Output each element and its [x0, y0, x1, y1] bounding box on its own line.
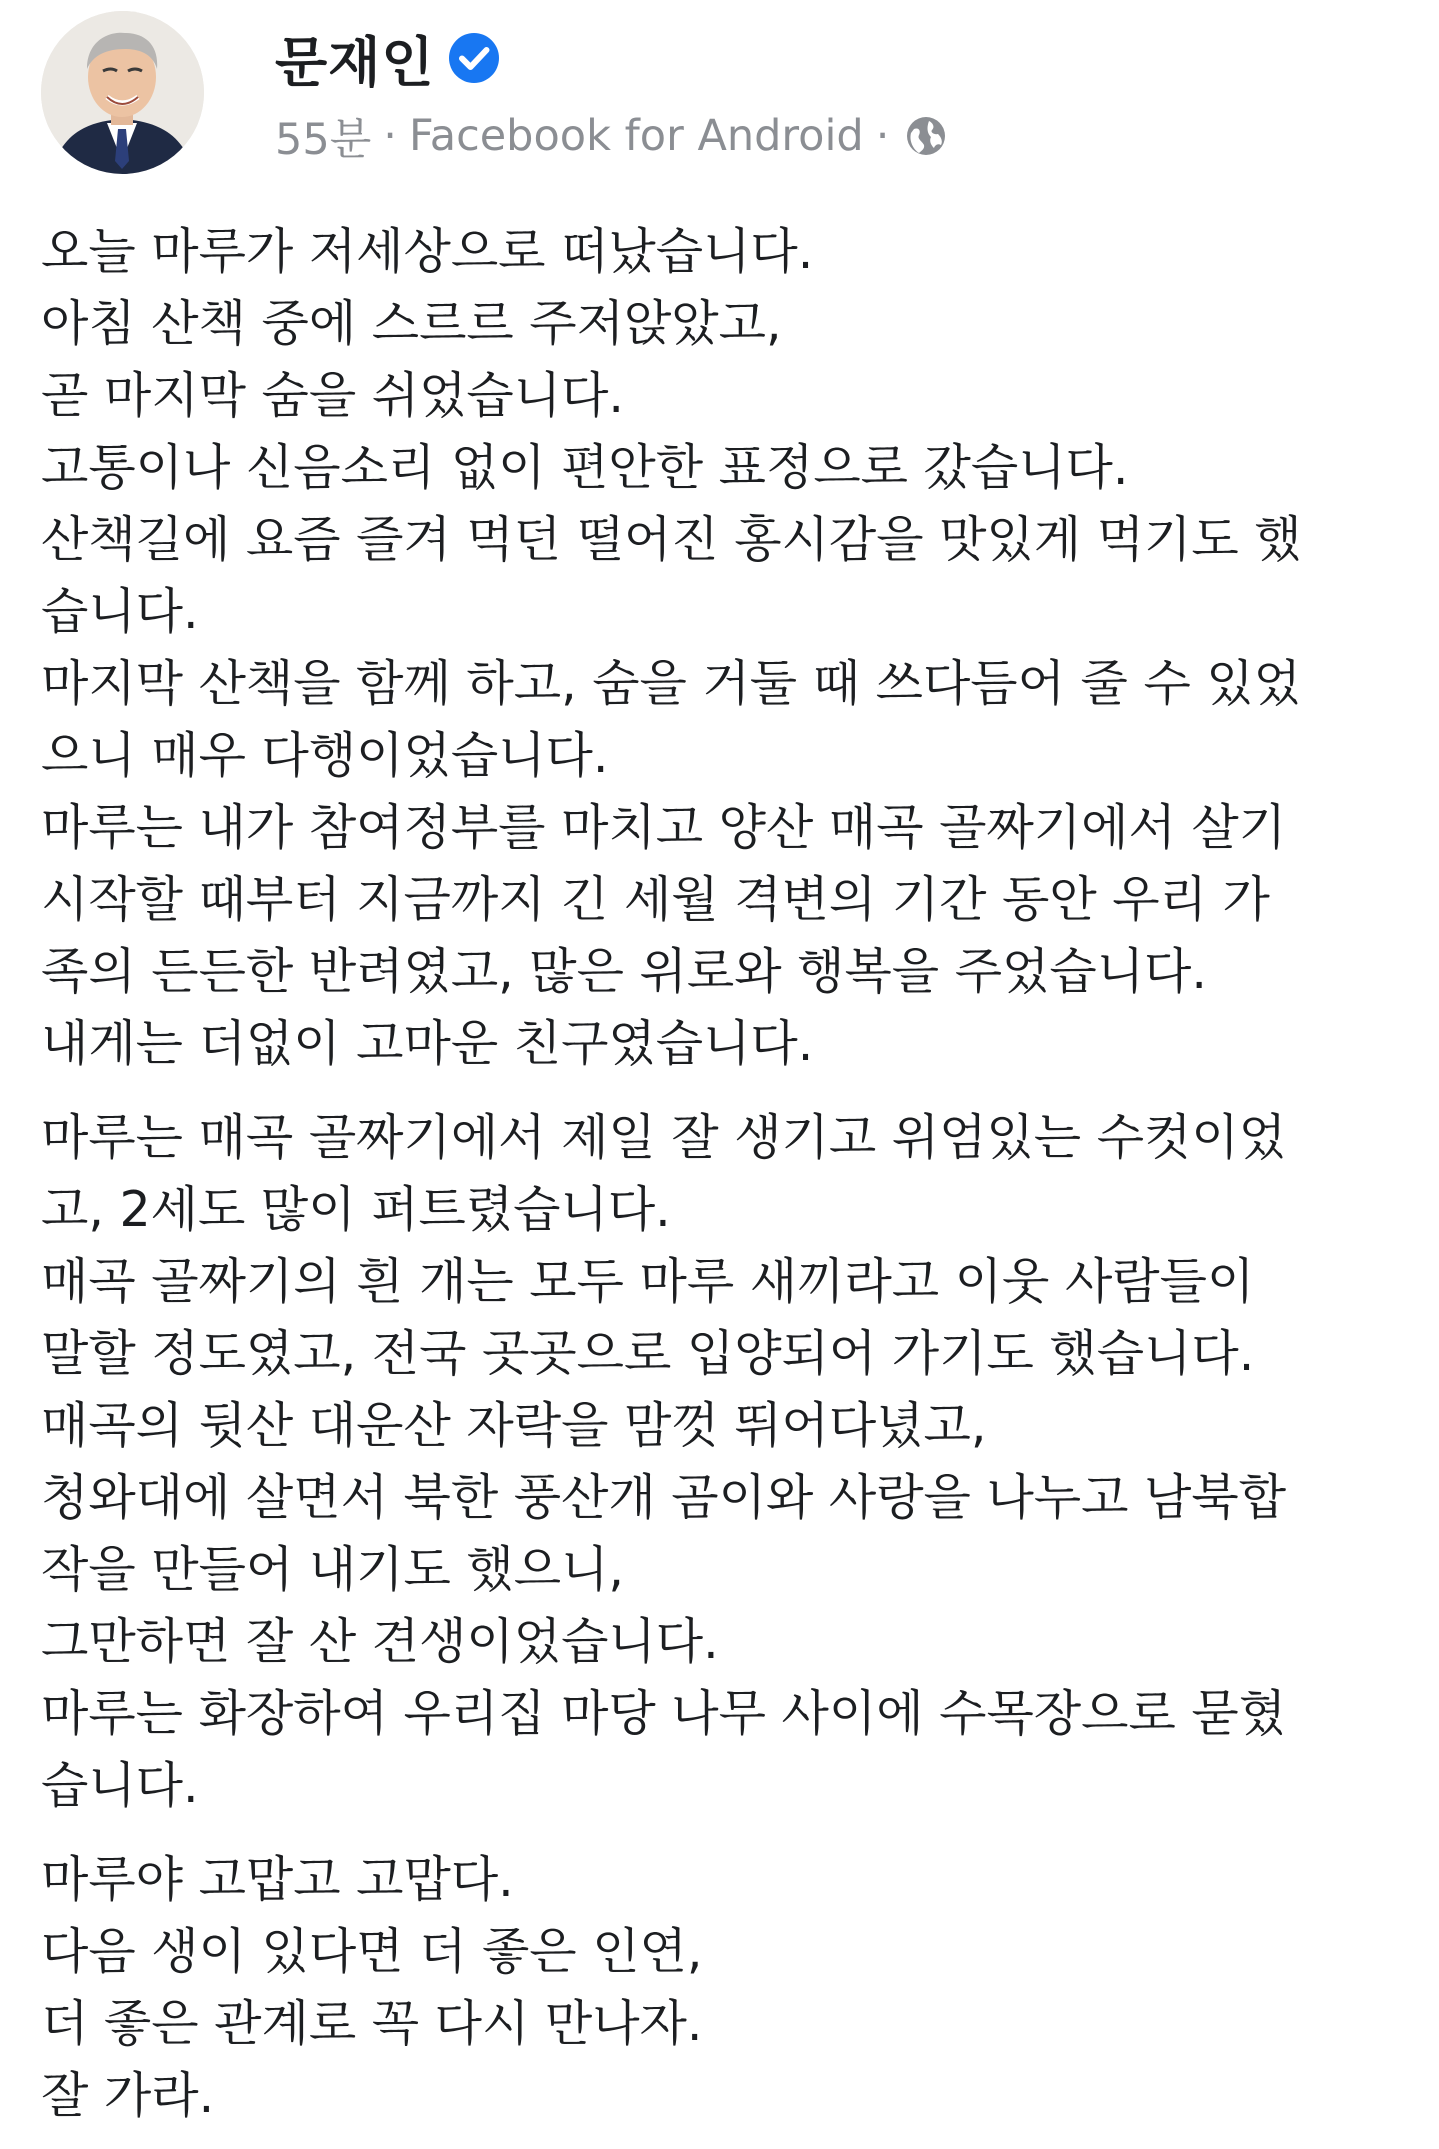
post-text-line: 매곡 골짜기의 흰 개는 모두 마루 새끼라고 이웃 사람들이	[41, 1253, 1255, 1310]
post-paragraph	[41, 216, 1421, 1080]
post-text-line: 으니 매우 다행이었습니다.	[41, 727, 609, 784]
post-text-line: 시작할 때부터 지금까지 긴 세월 격변의 기간 동안 우리 가	[41, 871, 1270, 928]
post-text-line: 내게는 더없이 고마운 친구였습니다.	[41, 1015, 814, 1072]
verified-badge-icon	[447, 31, 501, 85]
post-text-line: 잘 가라.	[41, 2067, 215, 2124]
post-text-line: 마지막 산책을 함께 하고, 숨을 거둘 때 쓰다듬어 줄 수 있었	[41, 655, 1302, 712]
post-text-line: 습니다.	[41, 583, 199, 640]
post-meta	[275, 20, 947, 164]
post-text-line: 고, 2세도 많이 퍼트렸습니다.	[41, 1181, 671, 1238]
post-text-line: 청와대에 살면서 북한 풍산개 곰이와 사랑을 나누고 남북합	[41, 1469, 1287, 1526]
post-text-line: 오늘 마루가 저세상으로 떠났습니다.	[41, 223, 814, 280]
post-text-line: 족의 든든한 반려였고, 많은 위로와 행복을 주었습니다.	[41, 943, 1207, 1000]
meta-separator: ·	[383, 111, 397, 161]
post-timestamp[interactable]: 55분	[275, 114, 372, 165]
author-name[interactable]: 문재인	[275, 30, 435, 94]
post-text-line: 고통이나 신음소리 없이 편안한 표정으로 갔습니다.	[41, 439, 1129, 496]
post-text-line: 곧 마지막 숨을 쉬었습니다.	[41, 367, 624, 424]
post-text-line: 마루는 화장하여 우리집 마당 나무 사이에 수목장으로 묻혔	[41, 1685, 1287, 1742]
post-text-line: 마루는 내가 참여정부를 마치고 양산 매곡 골짜기에서 살기	[41, 799, 1287, 856]
post-text-line: 습니다.	[41, 1757, 199, 1814]
globe-icon[interactable]	[905, 115, 947, 157]
post-header	[41, 7, 947, 177]
post-paragraph	[41, 1102, 1421, 1822]
post-text-line: 마루야 고맙고 고맙다.	[41, 1851, 514, 1908]
post-text-line: 말할 정도였고, 전국 곳곳으로 입양되어 가기도 했습니다.	[41, 1325, 1255, 1382]
author-row	[275, 20, 947, 96]
post-text-line: 그만하면 잘 산 견생이었습니다.	[41, 1613, 719, 1670]
post-text-line: 산책길에 요즘 즐겨 먹던 떨어진 홍시감을 맛있게 먹기도 했	[41, 511, 1302, 568]
post-text-line: 아침 산책 중에 스르르 주저앉았고,	[41, 295, 782, 352]
post-text-line: 작을 만들어 내기도 했으니,	[41, 1541, 624, 1598]
post-subtitle	[275, 108, 947, 164]
post-source: Facebook for Android	[408, 111, 864, 161]
post-paragraph	[41, 1844, 1421, 2132]
avatar[interactable]	[41, 11, 204, 174]
post-body	[41, 216, 1421, 2132]
post-text-line: 매곡의 뒷산 대운산 자락을 맘껏 뛰어다녔고,	[41, 1397, 987, 1454]
meta-separator: ·	[875, 111, 890, 161]
profile-photo	[41, 11, 204, 174]
post-text-line: 더 좋은 관계로 꼭 다시 만나자.	[41, 1995, 703, 2052]
post-text-line: 다음 생이 있다면 더 좋은 인연,	[41, 1923, 703, 1980]
post-text-line: 마루는 매곡 골짜기에서 제일 잘 생기고 위엄있는 수컷이었	[41, 1109, 1287, 1166]
